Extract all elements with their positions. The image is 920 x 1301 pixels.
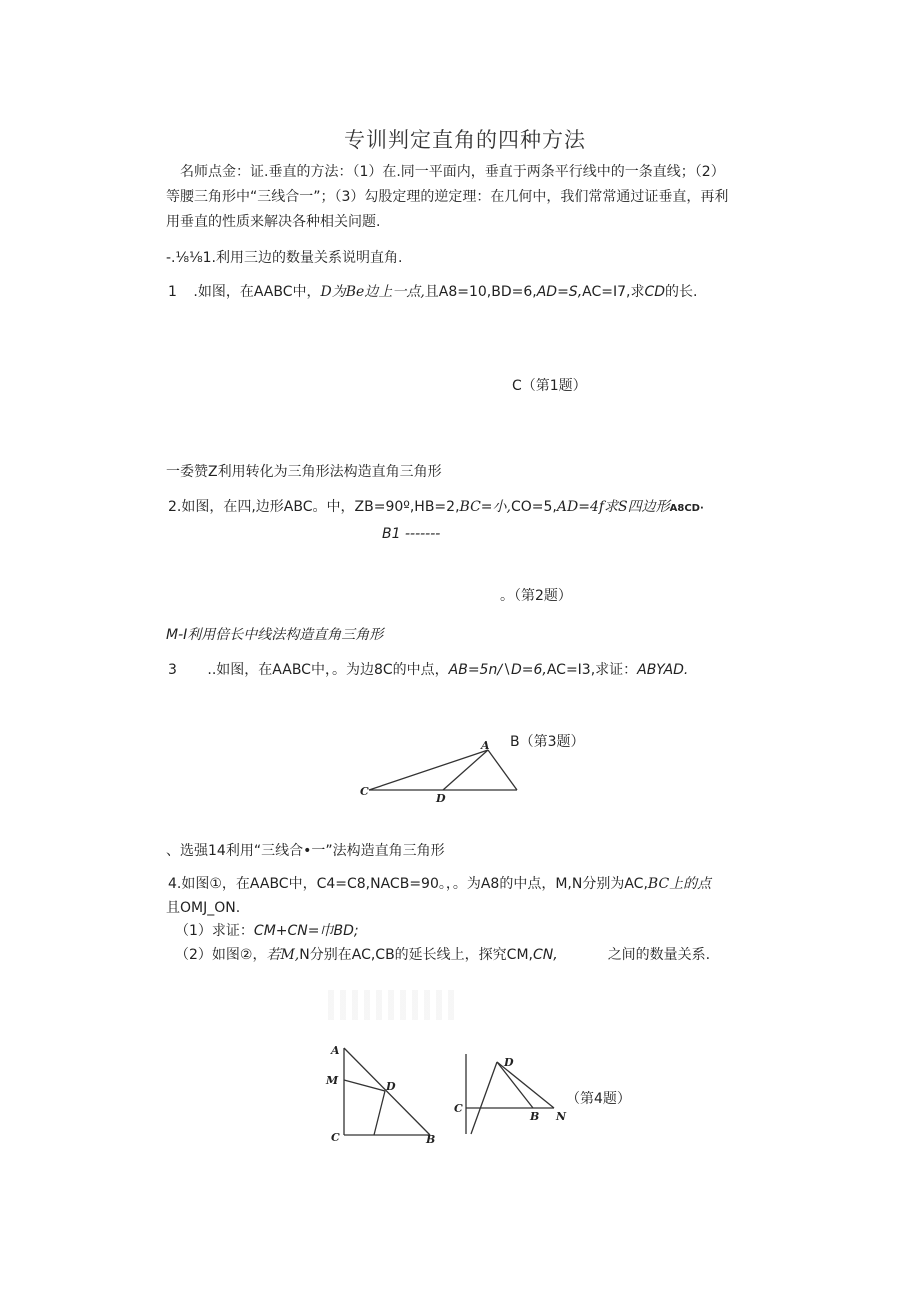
problem-2-text-e: A8CD· <box>669 503 704 514</box>
fig4b-segment-dm <box>471 1062 497 1134</box>
problem-3-text-d: ABYAD. <box>637 662 689 678</box>
intro-line-3: 用垂直的性质来解决各种相关问题. <box>166 214 381 230</box>
problem-1-text-a: .如图，在AABC中， <box>193 284 321 300</box>
figure-4-caption: （第4题） <box>566 1091 631 1107</box>
fig4b-label-c: C <box>454 1102 463 1115</box>
figure-4-2 <box>445 1050 575 1140</box>
figure-4-1 <box>322 1038 444 1144</box>
figure-2-caption: 。（第2题） <box>500 588 572 604</box>
part-2-text-c: N分别在AC,CB的延长线上，探究CM, <box>299 947 533 963</box>
fig4b-segment-db <box>497 1062 533 1108</box>
problem-3-text-a: ..如图，在AABC中，。为边8C的中点， <box>207 662 449 678</box>
fig4a-label-b: B <box>426 1133 436 1144</box>
part-2-text-e: 之间的数量关系. <box>607 947 711 963</box>
problem-1-text-b: D为Be边上一点, <box>320 284 425 300</box>
part-1-text-b: CM+CN=巾BD; <box>253 923 359 939</box>
fig4b-label-b: B <box>530 1110 540 1123</box>
problem-2-text-c: CO=5, <box>510 499 557 515</box>
fig4a-label-d: D <box>386 1080 396 1093</box>
fig3-label-d: D <box>436 792 446 805</box>
fig4a-segment-md <box>344 1080 385 1091</box>
fig3-label-c: C <box>360 785 369 798</box>
fig3-label-a: A <box>481 739 490 752</box>
figure-2-fragment: B1 ------- <box>382 526 441 542</box>
problem-4-part-1 <box>175 924 359 938</box>
intro-line-1: 名师点金：证.垂直的方法：（1）在.同一平面内，垂直于两条平行线中的一条直线；（2） <box>180 164 725 180</box>
section-4-heading: 、选强14利用“三线合•一”法构造直角三角形 <box>166 843 445 859</box>
page-title: 专训判定直角的四种方法 <box>344 128 586 152</box>
figure-3-caption: B（第3题） <box>510 734 585 750</box>
section-1-heading: -.⅛⅛1.利用三边的数量关系说明直角. <box>166 250 403 266</box>
problem-1-number: 1 <box>168 284 177 300</box>
figure-1-caption: C（第1题） <box>512 378 587 394</box>
problem-2-text-d: AD=4f求S四边形 <box>556 499 670 515</box>
problem-1-text-c: 且A8=10,BD=6, <box>424 284 537 300</box>
section-2-heading: 一委赞Z利用转化为三角形法构造直角三角形 <box>166 464 442 480</box>
fig3-side-ab <box>488 750 517 790</box>
problem-3-text-c: AC=I3,求证： <box>546 662 638 678</box>
problem-3 <box>168 663 688 677</box>
part-2-text-b: 若M, <box>266 947 300 963</box>
problem-4-text-a: 4.如图①，在AABC中，C4=C8,NACB=90。，。为A8的中点，M,N分别为AC, <box>168 876 648 892</box>
fig4a-label-c: C <box>331 1131 340 1144</box>
fig3-median-ad <box>443 750 488 790</box>
figure-3 <box>355 735 535 805</box>
fig4b-label-d: D <box>504 1056 514 1069</box>
problem-4-line-2: 且OMJ_ON. <box>166 900 241 916</box>
part-2-text-a: （2）如图②， <box>175 947 267 963</box>
part-2-text-d: CN, <box>532 947 558 963</box>
problem-3-text-b: AB=5n∕∖D=6, <box>448 662 547 678</box>
scan-artifact <box>328 990 458 1020</box>
section-3-heading: M-I利用倍长中线法构造直角三角形 <box>166 627 384 643</box>
problem-3-number: 3 <box>168 662 177 678</box>
problem-1-text-d: AD=S, <box>536 284 583 300</box>
problem-4-line-1 <box>168 877 711 891</box>
problem-1 <box>168 285 698 299</box>
problem-1-text-g: 的长. <box>665 284 698 300</box>
problem-1-text-e: AC=I7,求 <box>582 284 645 300</box>
problem-2-text-b: BC=小, <box>459 499 511 515</box>
problem-4-text-b: BC上的点 <box>647 876 712 892</box>
fig4a-label-m: M <box>326 1074 339 1087</box>
fig4a-label-a: A <box>331 1044 340 1057</box>
fig3-side-ca <box>369 750 488 790</box>
fig4a-segment-dn <box>374 1091 385 1135</box>
part-1-text-a: （1）求证： <box>175 923 254 939</box>
intro-line-2: 等腰三角形中“三线合一”；（3）勾股定理的逆定理：在几何中，我们常常通过证垂直，再利 <box>166 189 729 205</box>
problem-2 <box>168 500 704 514</box>
problem-4-part-2 <box>175 948 710 962</box>
fig4b-label-n: N <box>556 1110 567 1123</box>
problem-2-text-a: 2.如图，在四,边形ABC。中，ZB=90º,HB=2, <box>168 499 460 515</box>
problem-1-text-f: CD <box>644 284 666 300</box>
